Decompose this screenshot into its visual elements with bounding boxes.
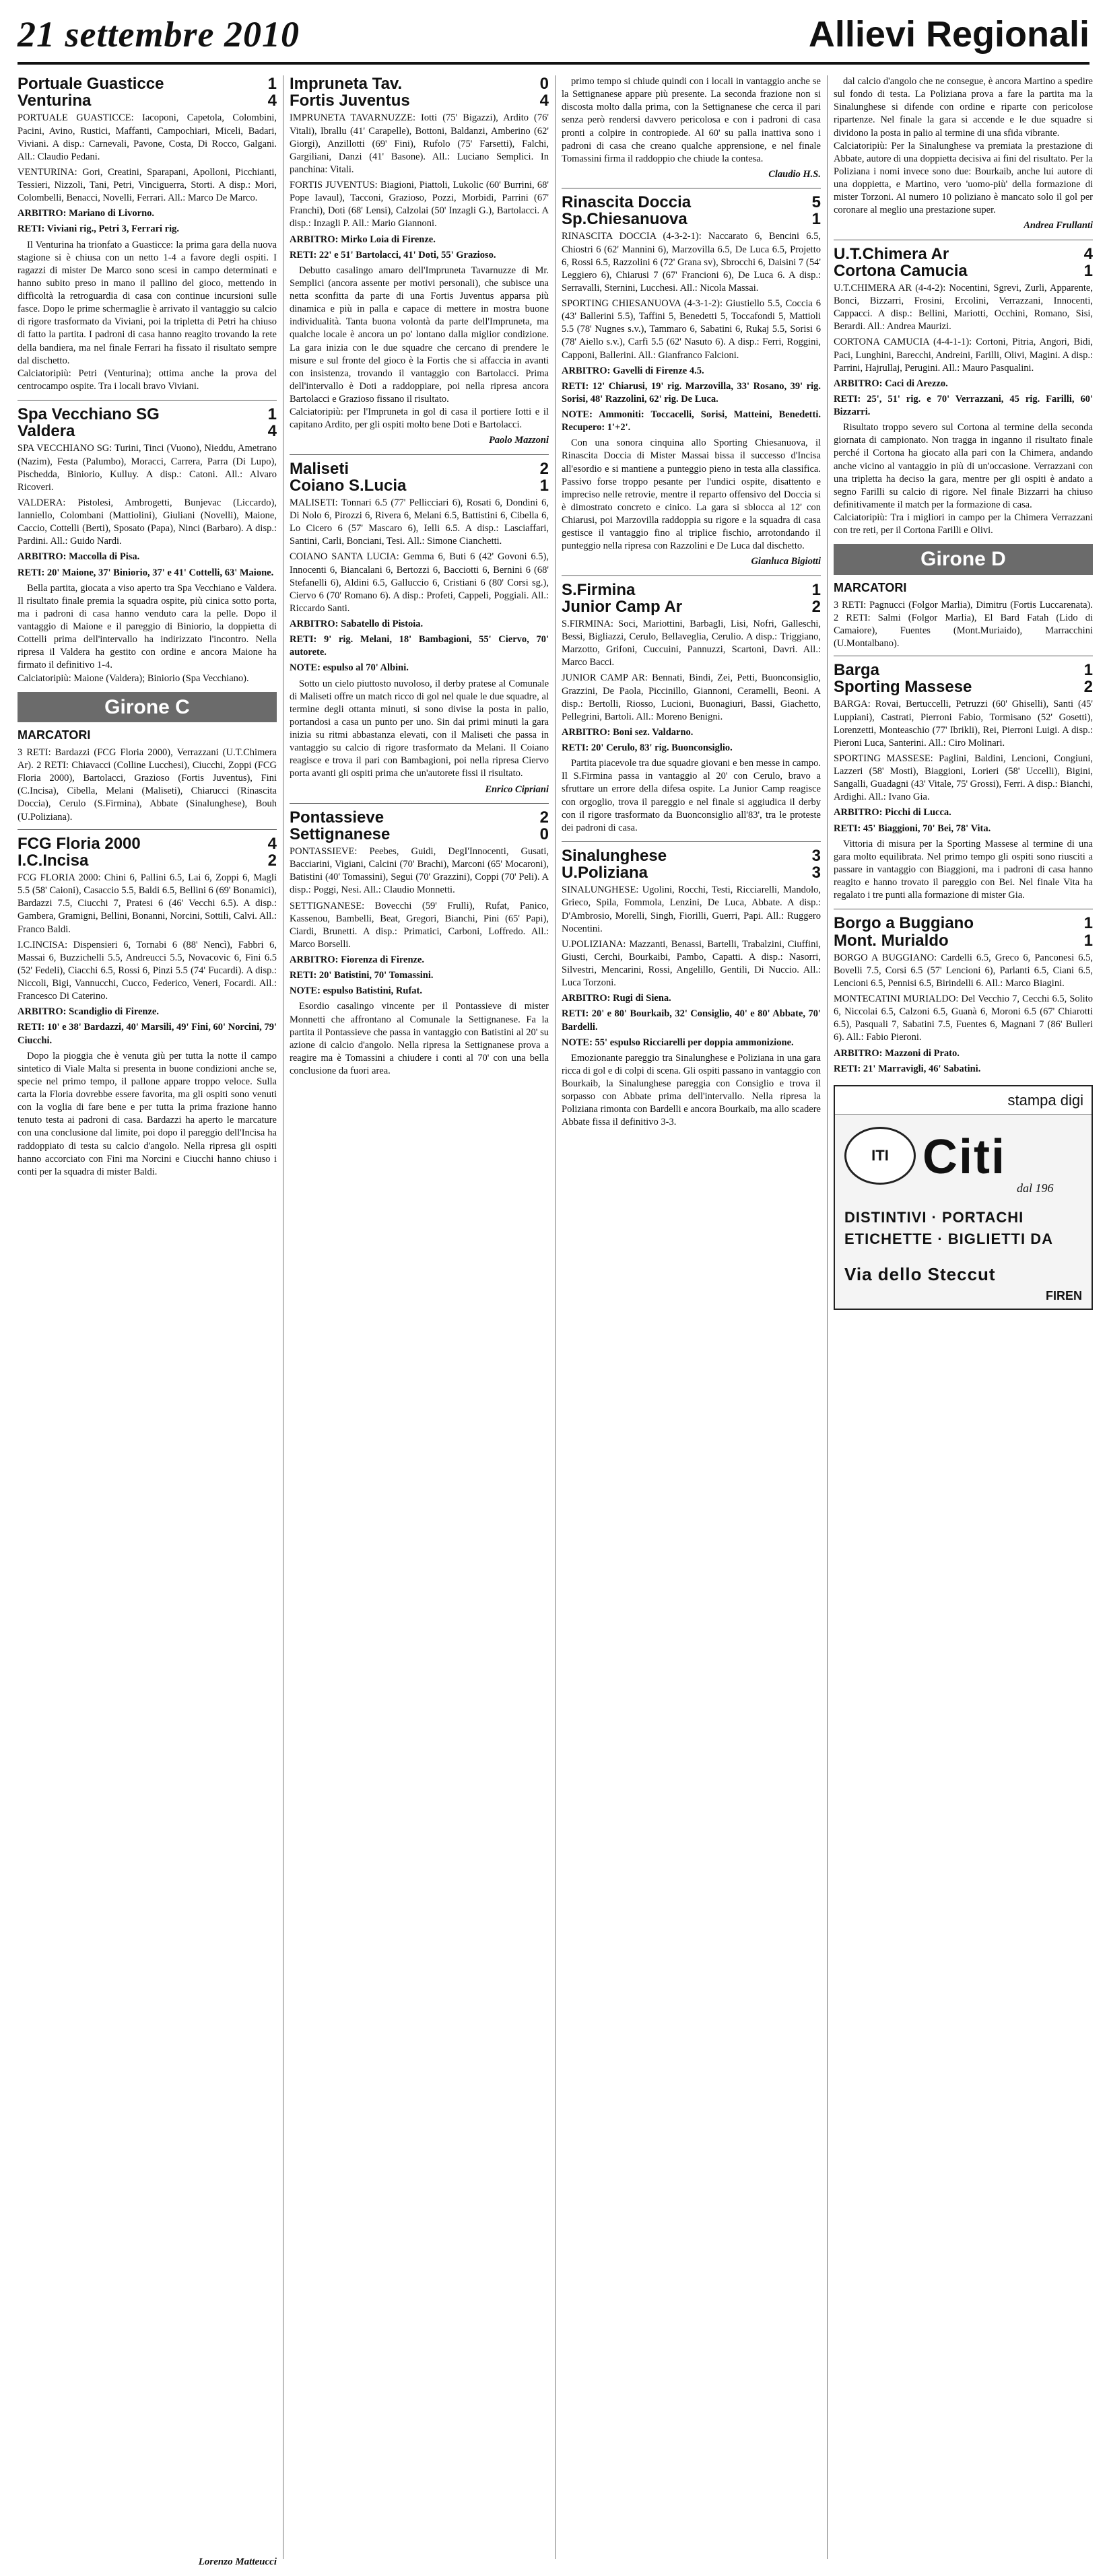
divider [18, 400, 277, 401]
match-away: U.Poliziana 3 [562, 864, 821, 882]
group-band-c: Girone C [18, 692, 277, 723]
lineup-away: U.POLIZIANA: Mazzanti, Benassi, Bartelli, Trabalzini, Ciuffini, Giusti, Cerchi, Bourkaibi, Pambo, Capatti. A disp.: Nasorri, Silvestri, Mencarini, Rossi, Angelillo, Gentili, Di Nuccio. All.: Luca Torzoni. [562, 938, 821, 989]
article-body: Bella partita, giocata a viso aperto tra Spa Vecchiano e Valdera. Il risultato finale premia la squadra ospite, più cinica sotto porta, ma i padroni di casa hanno venduto cara la pelle. Dopo il vantaggio di Maione e il pareggio di Biniorio, la doppietta di Cottelli prima dell'intervallo ha indirizzato l'incontro. Nella ripresa il Valdera ha gestito con ordine e ancora Maione ha firmato il definitivo 1-4. [18, 582, 277, 671]
match-away: Venturina 4 [18, 92, 277, 110]
ad-header: stampa digi [835, 1086, 1092, 1115]
match-report-vecchiano-valdera [18, 406, 277, 685]
ad-products-1: DISTINTIVI · PORTACHI [844, 1208, 1024, 1226]
article-continuation [834, 75, 1093, 233]
match-away: Valdera 4 [18, 422, 277, 441]
page-header [18, 9, 1089, 65]
match-home: Borgo a Buggiano 1 [834, 914, 1093, 933]
article-body: Emozionante pareggio tra Sinalunghese e Poliziana in una gara ricca di gol e di colpi di scena. Gli ospiti passano in vantaggio con Bourkaib, la Sinalunghese pareggia con Consiglio e trova il sorpasso con Abbate prima dell'intervallo. Nella ripresa la Poliziana rimonta con Bardelli e ancora Bourkaib, ma allo scadere Abbate fissa il definitivo 3-3. [562, 1052, 821, 1128]
match-home: Spa Vecchiano SG 1 [18, 405, 277, 423]
lineup-away: VENTURINA: Gori, Creatini, Sparapani, Apolloni, Picchianti, Tessieri, Nizzoli, Tani, Petri, Vinciguerra, Storti. A disp.: Mori, Colombelli, Benacci, Novelli, Ferrari. All.: Marco De Marco. [18, 166, 277, 204]
goals: RETI: 12' Chiarusi, 19' rig. Marzovilla, 33' Rosano, 39' rig. Sorisi, 48' Razzolini, 62' rig. De Luca. [562, 380, 821, 405]
match-report-barga-massese [834, 662, 1093, 902]
match-away: I.C.Incisa 2 [18, 851, 277, 870]
referee: ARBITRO: Fiorenza di Firenze. [290, 954, 425, 965]
lineup-home: IMPRUNETA TAVARNUZZE: Iotti (75' Bigazzi), Ardito (76' Vitali), Ibrallu (41' Carapelle), Bottoni, Baldanzi, Amberino (62' Giorgi), Anzillotti (69' Fini), Rufolo (75' Farsetti), Falchi, Gargiliani, Danzi (41' Basone). All.: Luciano Semplici. In panchina: Vitali. [290, 112, 549, 175]
match-home: Portuale Guasticce 1 [18, 75, 277, 93]
scorers-title: MARCATORI [834, 580, 907, 594]
lineup-home: RINASCITA DOCCIA (4-3-2-1): Naccarato 6, Bencini 6.5, Chiostri 6 (62' Mannini 6), Marzovilla 6.5, De Luca 6.5, Projetto 6, Rossi 6.5, Razzolini 6 (72' Grana sv), Sbrocchi 6, Daisini 7 (54' Leggiero 6), Chiarusi 7 (67' Francioni 6), De Luca 6. A disp.: Serravalli, Sternini, Lucchesi. All.: Nicola Massai. [562, 231, 821, 293]
goals: RETI: Viviani rig., Petri 3, Ferrari rig. [18, 223, 180, 235]
lineup-away: COIANO SANTA LUCIA: Gemma 6, Buti 6 (42' Govoni 6.5), Innocenti 6, Biancalani 6, Bertozzi 6, Bacciotti 6, Bernini 6 (68' Stefanelli 6), Aldini 6.5, Galluccio 6, Cristiani 6 (80' Corsi sg.), Ciervo 6 (70' Romano 6). A disp.: Profeti, Cappeli, Poggiali. All.: Riccardo Santi. [290, 551, 549, 614]
match-report-pontassieve-settignanese [290, 809, 549, 1078]
goals: RETI: 20' e 80' Bourkaib, 32' Consiglio, 40' e 80' Abbate, 70' Bardelli. [562, 1008, 821, 1033]
referee: ARBITRO: Mazzoni di Prato. [834, 1047, 960, 1059]
column-rule [827, 75, 828, 2559]
notes: NOTE: 55' espulso Ricciarelli per doppia ammonizione. [562, 1037, 794, 1048]
ad-products-2: ETICHETTE · BIGLIETTI DA [844, 1230, 1053, 1247]
goals: RETI: 45' Biaggioni, 70' Bei, 78' Vita. [834, 823, 991, 834]
referee: ARBITRO: Boni sez. Valdarno. [562, 726, 694, 738]
match-report-doccia-chiesanuova [562, 194, 821, 569]
ad-brand: Citi [922, 1129, 1006, 1184]
notes: NOTE: espulso Batistini, Rufat. [290, 985, 422, 997]
best-players: Calciatoripiù: Tra i migliori in campo per la Chimera Verrazzani con tre reti, per il Cortona Farilli e Olivi. [834, 512, 1093, 536]
advertisement [834, 1085, 1093, 1310]
lineup-away: CORTONA CAMUCIA (4-4-1-1): Cortoni, Pitria, Angori, Bidi, Paci, Lunghini, Barecchi, Andreini, Farilli, Olivi, Magini. A disp.: Parrini, Hajrullaj, Perugini. All.: Mauro Pasqualini. [834, 337, 1093, 374]
page-date: 21 settembre 2010 [18, 14, 300, 55]
match-report-sinalunghese-poliziana [562, 847, 821, 1129]
match-away: Junior Camp Ar 2 [562, 597, 821, 616]
author-byline: Enrico Cipriani [485, 784, 549, 795]
author-byline: Paolo Mazzoni [488, 435, 549, 446]
article-body: primo tempo si chiude quindi con i locali in vantaggio anche se la Settignanese appare più presente. La seconda frazione non si discosta molto dalla prima, con la Settignanese che cerca il pari senza però rendersi davvero pericolosa e con i padroni di casa pronti a colpire in contropiede. Al 60' su palla inattiva sono i padroni di casa che creano qualche apprensione, e nel finale Tomassini firma il raddoppio che chiude la contesa. [562, 76, 821, 164]
divider [18, 829, 277, 830]
match-home: U.T.Chimera Ar 4 [834, 244, 1093, 263]
article-body: Partita piacevole tra due squadre giovani e ben messe in campo. Il S.Firmina passa in vantaggio al 20' con Cerulo, bravo a sfruttare un errore della difesa ospite. La Junior Camp reagisce con orgoglio, trova il pareggio e nel finale si aggiudica il derby con il rigore trasformato da Buonconsiglio all'83', tra le proteste dei padroni di casa. [562, 758, 821, 833]
divider [562, 841, 821, 842]
goals: RETI: 25', 51' rig. e 70' Verrazzani, 45 rig. Farilli, 60' Bizzarri. [834, 393, 1093, 417]
goals: RETI: 20' Maione, 37' Biniorio, 37' e 41' Cottelli, 63' Maione. [18, 567, 274, 578]
lineup-home: SPA VECCHIANO SG: Turini, Tinci (Vuono), Nieddu, Ametrano (Nazim), Festa (Palumbo), Moracci, Carrera, Parra (Di Lupo), Pischedda, Biniorio, Kulluy. A disp.: Catoni. All.: Alvaro Ricoveri. [18, 443, 277, 493]
column-4 [834, 75, 1093, 2566]
author-byline: Claudio H.S. [768, 168, 821, 180]
goals: RETI: 22' e 51' Bartolacci, 41' Doti, 55' Grazioso. [290, 249, 496, 260]
match-home: Maliseti 2 [290, 459, 549, 478]
article-body: Dopo la pioggia che è venuta giù per tutta la notte il campo sintetico di Viale Malta si presenta in buone condizioni anche se, specie nel primo tempo, il pallone appare troppo veloce. Sulla carta la Floria dovrebbe essere favorita, ma gli ospiti sono venuti con la voglia di fare bene e per tutta la prima frazione hanno tenuto testa ai padroni di casa. Bardazzi ha aperto le marcature con una conclusione dal limite, poi dopo il pareggio dell'Incisa ha raddoppiato di testa su calcio d'angolo. Nella ripresa gli ospiti hanno accorciato con Fini ma Norcini e Ciucchi hanno chiuso i conti per la squadra di mister Baldi. [18, 1050, 277, 1177]
referee: ARBITRO: Rugi di Siena. [562, 993, 671, 1004]
match-report-portuale-venturina [18, 75, 277, 393]
referee: ARBITRO: Maccolla di Pisa. [18, 551, 140, 563]
match-away: Mont. Murialdo 1 [834, 931, 1093, 950]
lineup-away: JUNIOR CAMP AR: Bennati, Bindi, Zei, Petti, Buonconsiglio, Grazzini, De Paola, Piccinillo, Giannoni, Ceramelli, Beoni. A disp.: Bertolli, Riosso, Lucioni, Buonagiuri, Bassi, Giachetto, Pellegrini, Bartoli. All.: Moreno Benigni. [562, 672, 821, 722]
scorers-list: 3 RETI: Pagnucci (Folgor Marlia), Dimitru (Fortis Luccarenata). 2 RETI: Salmi (Folgor Marlia), El Bard Fatah (Lido di Camaiore), Fuentes (Mont.Muriaido), Marracchini (U.Montalbano). [834, 599, 1093, 649]
referee: ARBITRO: Scandiglio di Firenze. [18, 1006, 159, 1018]
group-band-d: Girone D [834, 544, 1093, 575]
author-byline: Gianluca Bigiotti [751, 556, 821, 567]
referee: ARBITRO: Mirko Loia di Firenze. [290, 234, 436, 245]
column-1 [18, 75, 277, 2566]
ad-city: FIREN [1046, 1288, 1082, 1302]
lineup-away: SPORTING CHIESANUOVA (4-3-1-2): Giustiello 5.5, Coccia 6 (43' Ballerini 5.5), Taffini 5, Benedetti 5, Toccafondi 5, Mattioli 5.5 (78' Nugnes s.v.), Tammaro 6, Sabatini 6, Rukaj 5.5, Sorisi 6 (78' Aiello s.v.), Carfi 5.5 (62' Nasuto 6). A disp.: Ferri, Roggini, Capponi, Ballerini. All.: Gianfranco Falcioni. [562, 298, 821, 361]
article-body: Vittoria di misura per la Sporting Massese al termine di una gara molto equilibrata. Nel primo tempo gli ospiti sono riusciti a passare in vantaggio con Biaggioni, ma i padroni di casa hanno reagito e hanno trovato il pareggio con Bei. Nel finale Vita ha regalato i tre punti alla formazione di mister Gia. [834, 838, 1093, 901]
divider [290, 803, 549, 804]
article-continuation [562, 75, 821, 181]
match-report-impruneta-fortis [290, 75, 549, 448]
lineup-home: PORTUALE GUASTICCE: Iacoponi, Capetola, Colombini, Pacini, Avino, Rustici, Maffanti, Campochiari, Miceli, Badari, Viviani. A disp.: Carnevali, Pavone, Costa, Di Rocco, Galgani. All.: Claudio Pedani. [18, 112, 277, 162]
match-home: FCG Floria 2000 4 [18, 834, 277, 853]
article-body: dal calcio d'angolo che ne consegue, è ancora Martino a spedire sul fondo di testa. La Poliziana prova a fare la partita ma la Sinalunghese si difende con ordine e riparte con pericolose ripartenze. Nel finale la gara si accende e le due squadre si dividono la posta in palio al termine di una sfida vibrante. [834, 76, 1093, 139]
lineup-away: VALDERA: Pistolesi, Ambrogetti, Bunjevac (Liccardo), Ianniello, Colombani (Mattiolini), Giuliani (Novelli), Maione, Caccio, Cottelli (Berti), Sposato (Papa), Ninci (Barbaro). A disp.: Pardini. All.: Guido Nardi. [18, 497, 277, 547]
column-rule [555, 75, 556, 2559]
match-away: Settignanese 0 [290, 825, 549, 843]
lineup-away: MONTECATINI MURIALDO: Del Vecchio 7, Cecchi 6.5, Solito 6, Niccolai 6.5, Calzoni 6.5, Guanà 6, Moroni 6.5 (67' Chiarotti 6.5), Pasquali 7, Sabatini 7.5, Fuentes 6, Magnani 7 (86' Bulleri 6). All.: Fabio Pieroni. [834, 994, 1093, 1043]
match-report-firmina-juniorcamp [562, 582, 821, 835]
notes: NOTE: espulso al 70' Albini. [290, 662, 409, 674]
lineup-home: BORGO A BUGGIANO: Cardelli 6.5, Greco 6, Panconesi 6.5, Bovelli 7.5, Corsi 6.5 (57' Lencioni 6), Parlanti 6.5, Ciani 6.5, Lencioni 6.5, Pennisi 6.5, Birindelli 6. All.: Marco Biagini. [834, 952, 1093, 989]
match-away: Fortis Juventus 4 [290, 92, 549, 110]
scorers-list: 3 RETI: Bardazzi (FCG Floria 2000), Verrazzani (U.T.Chimera Ar). 2 RETI: Chiavacci (Colline Lucchesi), Ciucchi, Zoppi (FCG Floria 2000), Bartolacci, Grazioso (Fortis Juventus), Fini (C.Incisa), Cibella, Melani (Maliseti), Chiarucci (Rinascita Doccia), Cerulo (S.Firmina), Abbate (Sinalunghese), Bouh (U.Poliziana). [18, 746, 277, 823]
referee: ARBITRO: Mariano di Livorno. [18, 208, 155, 219]
match-home: Pontassieve 2 [290, 808, 549, 827]
match-home: S.Firmina 1 [562, 580, 821, 599]
goals: RETI: 20' Cerulo, 83' rig. Buonconsiglio. [562, 742, 733, 753]
article-body: Risultato troppo severo sul Cortona al termine della seconda giornata di campionato. Non tragga in inganno il risultato finale perché il Cortona ha giocato alla pari con la Chimera, andando anche vicino al vantaggio in più di un'occasione. Verrazzani con una tripletta ha deciso la gara, mentre per gli ospiti è andato a segno Farilli su calcio di rigore. Nel finale Bizzarri ha chiuso definitivamente il match per la formazione di casa. [834, 422, 1093, 510]
match-home: Sinalunghese 3 [562, 846, 821, 865]
author-byline: Lorenzo Matteucci [198, 2556, 277, 2567]
match-home: Impruneta Tav. 0 [290, 75, 549, 93]
goals: RETI: 20' Batistini, 70' Tomassini. [290, 970, 434, 981]
best-players: Calciatoripiù: Maione (Valdera); Biniorio (Spa Vecchiano). [18, 672, 249, 684]
article-body: Sotto un cielo piuttosto nuvoloso, il derby pratese al Comunale di Maliseti offre un match ricco di gol nel quale le due squadre, al termine degli ottanta minuti, si sono divise la posta in palio, portandosi a casa un punto per uno. Sin dai primi minuti la gara inizia su ritmi abbastanza elevati, con il Maliseti che passa in vantaggio su calcio di rigore trasformato da Melani. Il Coiano reagisce e trova il pari con Bambagioni, poi nella ripresa Ciervo porta avanti gli ospiti prima che un'autorete fissi il risultato. [290, 678, 549, 779]
lineup-home: U.T.CHIMERA AR (4-4-2): Nocentini, Sgrevi, Zurli, Apparente, Bonci, Bizzarri, Frosini, Ercolini, Verrazzani, Innocenti, Cappacci. A disp.: Bellini, Mariotti, Occhini, Romano, Sisi, Berardi. All.: Andrea Maurizi. [834, 282, 1093, 333]
referee: ARBITRO: Gavelli di Firenze 4.5. [562, 365, 704, 376]
author-byline: Andrea Frullanti [1024, 220, 1093, 232]
best-players: Calciatoripiù: Petri (Venturina); ottima anche la prova del centrocampo ospite. Tra i locali bravo Viviani. [18, 368, 277, 392]
match-home: Rinascita Doccia 5 [562, 193, 821, 211]
match-home: Barga 1 [834, 661, 1093, 680]
match-report-maliseti-coiano [290, 460, 549, 796]
lineup-home: S.FIRMINA: Soci, Mariottini, Barbagli, Lisi, Nofri, Galleschi, Bessi, Bigliazzi, Cerulo, Bellaveglia, Cerulio. A disp.: Triggiano, Marzotto, Grifoni, Cuccuini, Pannuzzi, Scartoni, Davri. All.: Marco Bacci. [562, 618, 821, 668]
match-report-chimera-cortona [834, 246, 1093, 538]
column-2 [290, 75, 549, 2566]
referee: ARBITRO: Sabatello di Pistoia. [290, 619, 424, 629]
goals: RETI: 9' rig. Melani, 18' Bambagioni, 55' Ciervo, 70' autorete. [290, 634, 549, 658]
goals: RETI: 10' e 38' Bardazzi, 40' Marsili, 49' Fini, 60' Norcini, 79' Ciucchi. [18, 1022, 277, 1046]
section-title: Allievi Regionali [808, 14, 1089, 55]
match-away: Cortona Camucia 1 [834, 261, 1093, 280]
column-3 [562, 75, 821, 2566]
divider [290, 454, 549, 455]
article-body: Debutto casalingo amaro dell'Impruneta Tavarnuzze di Mr. Semplici (ancora assente per motivi personali), che subisce una netta sconfitta da parte di una Fortis Juventus apparsa più dinamica e più in palla e capace di mettere in mostra buone individualità. Tanta buona volontà da parte dell'Impruneta, ma qualche locale è ancora un po' lontano dalla miglior condizione. La gara inizia con le due squadre che cercano di prendere le misure e sul fronte del gioco è la Fortis che si affaccia in avanti con insistenza, trovando il vantaggio con Bartolacci. Prima dell'intervallo è Doti a raddoppiare, poi nella ripresa ancora Bartolacci e Grazioso fissano il risultato. [290, 265, 549, 405]
lineup-home: MALISETI: Tonnari 6.5 (77' Pellicciari 6), Rosati 6, Dondini 6, Di Nolo 6, Pirozzi 6, Rivera 6, Melani 6.5, Battistini 6, Cibella 6, Lo Cicero 6 (57' Mascaro 6), Ielli 6.5. A disp.: Lasciaffari, Santini, Carli, Bonciani, Tesi. All.: Simone Cianchetti. [290, 497, 549, 547]
ad-address: Via dello Steccut [844, 1263, 996, 1284]
ad-logo-icon: ITI [844, 1127, 916, 1185]
best-players: Calciatoripiù: Per la Sinalunghese va premiata la prestazione di Abbate, autore di una doppietta decisiva ai fini del risultato. Per la Poliziana i nomi invece sono due: Bourkaib, anche lui autore di una doppietta, e Martino, vero 'uomo-più' della formazione di mister Torzoni. Al numero 10 poliziano è mancato solo il gol per coronare al meglio una prestazione super. [834, 140, 1093, 216]
goals: RETI: 21' Marravigli, 46' Sabatini. [834, 1063, 981, 1074]
lineup-home: BARGA: Rovai, Bertuccelli, Petruzzi (60' Ghiselli), Santi (45' Luppiani), Castrati, Pierroni Fabio, Tormisano (52' Gosetti), Lorenzetti, Monteaschio (77' Ibrikli), Rei, Pierroni Luigi. A disp.: Pieroni Luca, Santerini. All.: Ciro Molinari. [834, 699, 1093, 749]
scorers-title: MARCATORI [18, 728, 91, 742]
article-body: Esordio casalingo vincente per il Pontassieve di mister Monnetti che affrontano al Comunale la Settignanese. Fa la partita il Pontassieve che passa in vantaggio con Batistini al 20' su azione di calcio d'angolo. Nella ripresa la Settignanese prova a reagire ma è Tomassini a chiudere i conti al 70' con una bella conclusione da fuori area. [290, 1001, 549, 1076]
article-body: Il Venturina ha trionfato a Guasticce: la prima gara della nuova stagione si è chiusa con un netto 1-4 a favore degli ospiti. I ragazzi di mister De Marco sono scesi in campo determinati e hanno subito preso in mano il pallino del gioco, mettendo in difficoltà la retroguardia di casa con continue incursioni sulle fasce. Dopo le prime schermaglie è arrivato il vantaggio su calcio di rigore trasformato da Viviani, poi la tripletta di Petri ha chiuso di fatto la partita. I padroni di casa hanno reagito trovando la rete della bandiera, ma nel finale Ferrari ha fissato il risultato sempre dal dischetto. [18, 239, 277, 366]
lineup-away: SPORTING MASSESE: Paglini, Baldini, Lencioni, Congiuni, Lazzeri (58' Mosti), Biaggioni, Lorieri (58' Uccelli), Bigini, Sangalli, Guadagni (43' Vitale, 75' Grossi), Ferri. A disp.: Bianchi, Ardighi. All.: Ivano Gia. [834, 753, 1093, 803]
match-away: Coiano S.Lucia 1 [290, 476, 549, 495]
referee: ARBITRO: Caci di Arezzo. [834, 378, 948, 389]
best-players: Calciatoripiù: per l'Impruneta in gol di casa il portiere Iotti e il capitano Ardito, per gli ospiti molto bene Doti e Bartolacci. [290, 407, 549, 431]
lineup-home: PONTASSIEVE: Peebes, Guidi, DegI'Innocenti, Gusati, Bacciarini, Vigiani, Calcini (70' Brachi), Marconi (65' Mocaroni), Batistini (40' Tomassini), Segui (70' Grazzini), Coppi (70' Peli). A disp.: Poggi, Nesi. All.: Claudio Monnetti. [290, 846, 549, 896]
match-away: Sporting Massese 2 [834, 678, 1093, 697]
match-report-floria-incisa [18, 835, 277, 1179]
notes: NOTE: Ammoniti: Toccacelli, Sorisi, Matteini, Benedetti. Recupero: 1'+2'. [562, 409, 821, 433]
referee: ARBITRO: Picchi di Lucca. [834, 807, 951, 819]
article-body: Con una sonora cinquina allo Sporting Chiesanuova, il Rinascita Doccia di Mister Massai bissa il successo d'Incisa all'esordio e si mantiene a punteggio pieno in testa alla classifica. Passivo forse troppo pesante per l'undici ospite, disattento e impreciso nelle retrovie, mentre il reparto offensivo del Doccia si è dimostrato concreto e cinico. La gara si sblocca al 12' con Chiarusi, poi Marzovilla raddoppia su rigore e la squadra di casa gestisce il vantaggio fino al triplice fischio, arrotondando il punteggio nella ripresa con Razzolini e De Luca dal dischetto. [562, 438, 821, 552]
match-away: Sp.Chiesanuova 1 [562, 210, 821, 229]
match-report-buggiano-murialdo [834, 915, 1093, 1076]
lineup-away: I.C.INCISA: Dispensieri 6, Tornabi 6 (88' Nencì), Fabbri 6, Massai 6, Buzzichelli 5.5, Andreucci 5.5, Novacovic 6, Fini 6.5 (52' Fedeli), Ciacchi 6.5, Rossi 6, Pinzi 5.5 (74' Fucardi). A disp.: Niccoli, Bigi, Vannucchi, Cucco, Federico, Veneri, Focardi. All.: Francesco Di Caterino. [18, 939, 277, 1002]
lineup-away: SETTIGNANESE: Bovecchi (59' Frulli), Rufat, Panico, Kassenou, Bambelli, Beat, Gregori, Bianchi, Pini (65' Papi), Ciardi, Brunetti. A disp.: Primatici, Carboni, Loffredo. All.: Marco Borselli. [290, 900, 549, 950]
lineup-home: SINALUNGHESE: Ugolini, Rocchi, Testi, Ricciarelli, Mandolo, Grieco, Spila, Fommola, Lenzini, De Luca, Abbate. A disp.: D'Ambrosio, Morelli, Singh, Fiorilli, Guerri, Papi. All.: Ruggero Nocentini. [562, 884, 821, 934]
ad-since: dal 196 [1017, 1181, 1054, 1195]
lineup-home: FCG FLORIA 2000: Chini 6, Pallini 6.5, Lai 6, Zoppi 6, Magli 5.5 (58' Caioni), Casaccio 5.5, Baldi 6.5, Bellini 6 (69' Bonamici), Bardazzi 7.5, Ciucchi 7, Pratesi 6 (46' Vecchi 6.5). A disp.: Gambera, Gramigni, Bellini, Bonanni, Norcini, Sottili, Calvi. All.: Franco Baldi. [18, 872, 277, 935]
lineup-away: FORTIS JUVENTUS: Biagioni, Piattoli, Lukolic (60' Burrini, 68' Pope Iavaul), Tacconi, Grazioso, Pozzi, Morbidi, Parrini (67' Franchi), Doti (68' Lensi), Calzolai (50' Inzagli G.), Bartolacci. A disp.: Inzagli P. All.: Mario Giannoni. [290, 180, 549, 230]
